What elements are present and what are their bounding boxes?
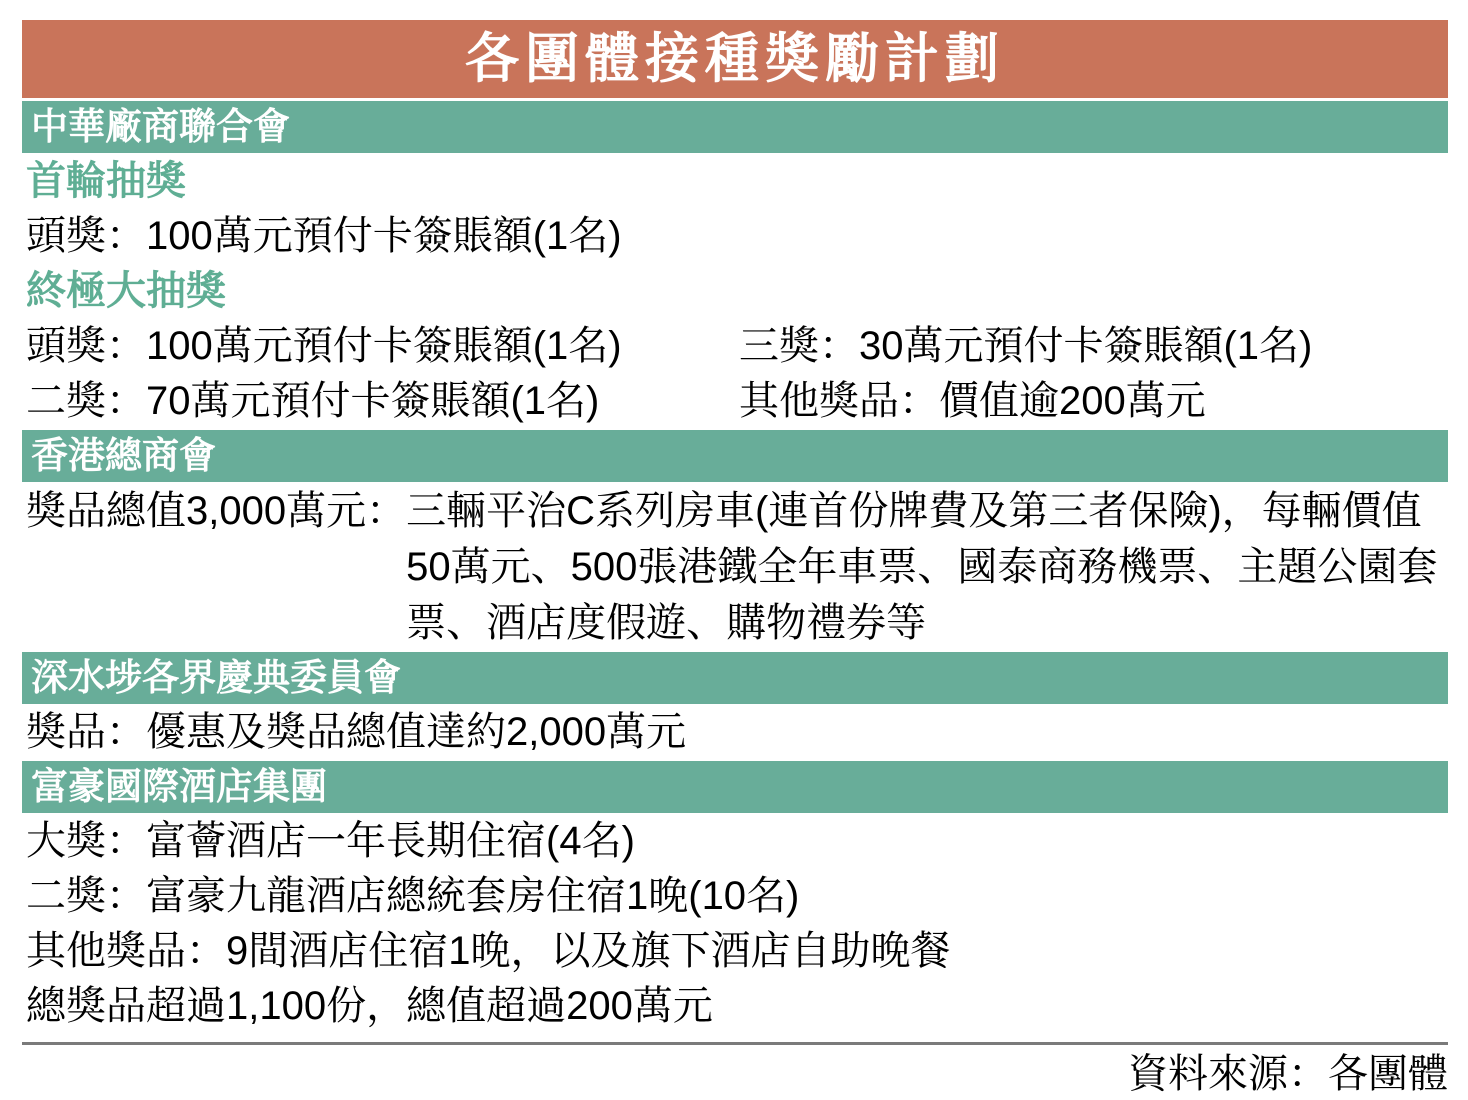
paragraph-body	[406, 483, 1448, 651]
section-header-regal-hotels: 富豪國際酒店集團	[22, 761, 1448, 813]
paragraph-line: 50萬元、500張港鐵全年車票、國泰商務機票、主題公園套	[406, 545, 1438, 589]
paragraph-label: 獎品總值3,000萬元：	[26, 489, 407, 533]
section-header-cma: 中華廠商聯合會	[22, 101, 1448, 153]
section-header-sham-shui-po: 深水埗各界慶典委員會	[22, 652, 1448, 704]
subheading-first-round-draw: 首輪抽獎	[26, 159, 186, 203]
prize-line: 大獎：富薈酒店一年長期住宿(4名)	[26, 819, 635, 863]
source-note: 資料來源：各團體	[1128, 1052, 1448, 1096]
prize-line: 頭獎：100萬元預付卡簽賬額(1名)	[26, 214, 622, 258]
prize-line: 其他獎品：價值逾200萬元	[739, 379, 1206, 423]
prize-row	[22, 374, 1448, 429]
paragraph-line: 三輛平治C系列房車(連首份牌費及第三者保險)，每輛價值	[406, 489, 1422, 533]
paragraph-line: 票、酒店度假遊、購物禮券等	[406, 601, 927, 645]
prize-line: 獎品：優惠及獎品總值達約2,000萬元	[26, 710, 687, 754]
prize-line: 二獎：富豪九龍酒店總統套房住宿1晚(10名)	[26, 874, 800, 918]
subheading-grand-final-draw: 終極大抽獎	[26, 269, 226, 313]
prize-line: 其他獎品：9間酒店住宿1晚，以及旗下酒店自助晚餐	[26, 929, 951, 973]
page-title: 各團體接種獎勵計劃	[22, 20, 1448, 98]
prize-line: 二獎：70萬元預付卡簽賬額(1名)	[26, 379, 600, 423]
prize-line: 總獎品超過1,100份，總值超過200萬元	[26, 984, 713, 1028]
section-header-hkgcc: 香港總商會	[22, 430, 1448, 482]
prize-line: 三獎：30萬元預付卡簽賬額(1名)	[739, 324, 1313, 368]
prize-row	[22, 319, 1448, 374]
prize-paragraph	[22, 483, 1448, 651]
prize-line: 頭獎：100萬元預付卡簽賬額(1名)	[26, 324, 622, 368]
